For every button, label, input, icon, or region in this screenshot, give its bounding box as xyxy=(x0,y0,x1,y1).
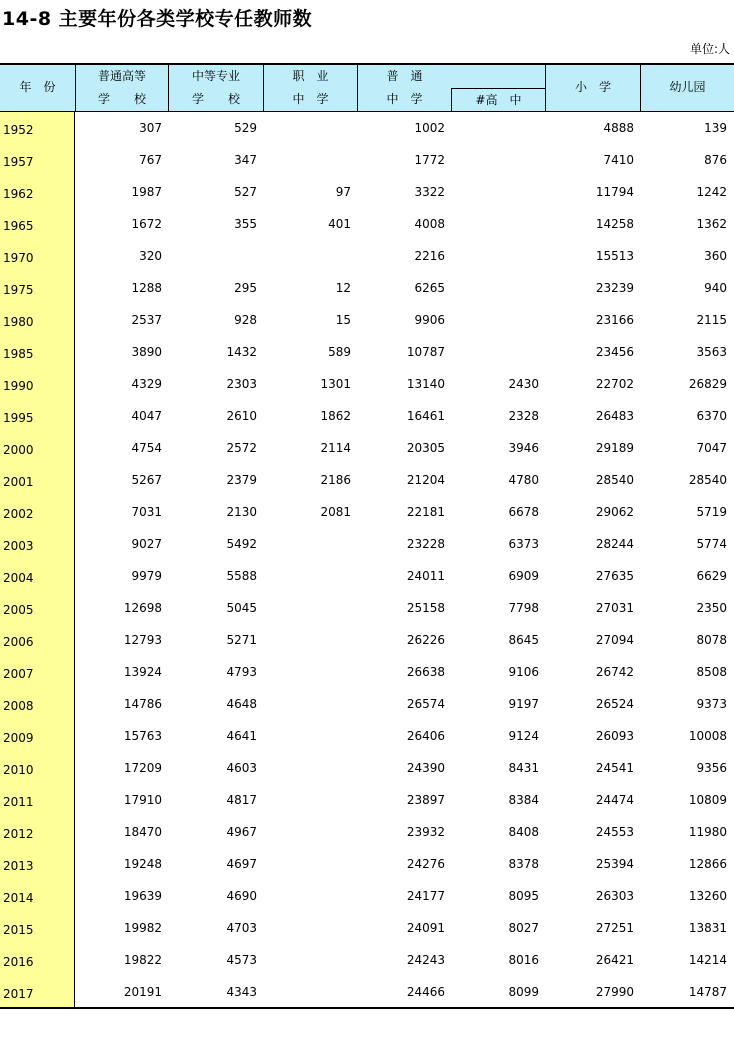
secondary-specialized-cell: 5045 xyxy=(226,601,257,615)
year-cell: 2002 xyxy=(3,507,34,521)
general-secondary-cell: 23228 xyxy=(406,537,445,551)
higher-edu-cell: 767 xyxy=(139,153,162,167)
table-row xyxy=(0,464,734,496)
vocational-cell: 15 xyxy=(335,313,351,327)
general-secondary-cell: 24091 xyxy=(406,921,445,935)
primary-cell: 28540 xyxy=(595,473,634,487)
vocational-cell: 401 xyxy=(328,217,351,231)
year-cell: 2016 xyxy=(3,955,34,969)
vocational-cell xyxy=(267,976,351,1008)
table-row xyxy=(0,848,734,880)
kindergarten-cell: 2115 xyxy=(696,313,727,327)
secondary-specialized-cell: 2572 xyxy=(226,441,257,455)
table-row xyxy=(0,784,734,816)
higher-edu-cell: 3890 xyxy=(131,345,162,359)
year-cell: 2014 xyxy=(3,891,34,905)
kindergarten-cell: 13260 xyxy=(688,889,727,903)
general-secondary-cell: 23932 xyxy=(406,825,445,839)
vocational-cell xyxy=(267,912,351,944)
higher-edu-cell: 20191 xyxy=(123,985,162,999)
vocational-cell xyxy=(267,144,351,176)
primary-cell: 24474 xyxy=(595,793,634,807)
secondary-specialized-cell: 2303 xyxy=(226,377,257,391)
primary-cell: 27094 xyxy=(595,633,634,647)
general-secondary-cell: 16461 xyxy=(406,409,445,423)
table-row xyxy=(0,432,734,464)
senior-high-cell xyxy=(455,208,539,240)
secondary-specialized-cell: 4573 xyxy=(226,953,257,967)
primary-cell: 4888 xyxy=(603,121,634,135)
higher-edu-cell: 19248 xyxy=(123,857,162,871)
year-cell: 2017 xyxy=(3,987,34,1001)
secondary-specialized-cell: 4703 xyxy=(226,921,257,935)
general-secondary-cell: 24011 xyxy=(406,569,445,583)
header-col2-line1: 中等专业 xyxy=(191,69,240,83)
year-cell: 2015 xyxy=(3,923,34,937)
senior-high-cell: 8095 xyxy=(508,889,539,903)
year-cell: 2007 xyxy=(3,667,34,681)
year-cell: 1962 xyxy=(3,187,34,201)
primary-cell: 22702 xyxy=(595,377,634,391)
vocational-cell xyxy=(267,784,351,816)
year-cell: 2000 xyxy=(3,443,34,457)
vocational-cell: 97 xyxy=(335,185,351,199)
vocational-cell xyxy=(267,528,351,560)
secondary-specialized-cell: 2130 xyxy=(226,505,257,519)
general-secondary-cell: 24390 xyxy=(406,761,445,775)
senior-high-cell: 8384 xyxy=(508,793,539,807)
senior-high-cell: 4780 xyxy=(508,473,539,487)
senior-high-cell: 9124 xyxy=(508,729,539,743)
higher-edu-cell: 9979 xyxy=(131,569,162,583)
general-secondary-cell: 1772 xyxy=(414,153,445,167)
vocational-cell xyxy=(267,624,351,656)
senior-high-cell xyxy=(455,272,539,304)
senior-high-cell: 8027 xyxy=(508,921,539,935)
kindergarten-cell: 7047 xyxy=(696,441,727,455)
kindergarten-cell: 940 xyxy=(704,281,727,295)
secondary-specialized-cell: 527 xyxy=(234,185,257,199)
higher-edu-cell: 12793 xyxy=(123,633,162,647)
kindergarten-cell: 6629 xyxy=(696,569,727,583)
primary-cell: 26483 xyxy=(595,409,634,423)
year-cell: 1957 xyxy=(3,155,34,169)
kindergarten-cell: 6370 xyxy=(696,409,727,423)
senior-high-cell: 6909 xyxy=(508,569,539,583)
primary-cell: 27031 xyxy=(595,601,634,615)
secondary-specialized-cell: 2610 xyxy=(226,409,257,423)
senior-high-cell: 3946 xyxy=(508,441,539,455)
primary-cell: 24553 xyxy=(595,825,634,839)
header-col1-line1: 普通高等 xyxy=(97,69,146,83)
secondary-specialized-cell: 4793 xyxy=(226,665,257,679)
table-row xyxy=(0,336,734,368)
primary-cell: 26421 xyxy=(595,953,634,967)
primary-cell: 26524 xyxy=(595,697,634,711)
table-row xyxy=(0,176,734,208)
table-bottom-border xyxy=(0,1007,734,1009)
higher-edu-cell: 7031 xyxy=(131,505,162,519)
kindergarten-cell: 9356 xyxy=(696,761,727,775)
year-cell: 1952 xyxy=(3,123,34,137)
higher-edu-cell: 9027 xyxy=(131,537,162,551)
general-secondary-cell: 26226 xyxy=(406,633,445,647)
general-secondary-cell: 22181 xyxy=(406,505,445,519)
kindergarten-cell: 10809 xyxy=(688,793,727,807)
general-secondary-cell: 24243 xyxy=(406,953,445,967)
primary-cell: 25394 xyxy=(595,857,634,871)
year-cell: 2004 xyxy=(3,571,34,585)
higher-edu-cell: 1288 xyxy=(131,281,162,295)
primary-cell: 15513 xyxy=(595,249,634,263)
table-row xyxy=(0,880,734,912)
higher-edu-cell: 14786 xyxy=(123,697,162,711)
vocational-cell xyxy=(267,816,351,848)
secondary-specialized-cell: 295 xyxy=(234,281,257,295)
header-col5: #高 中 xyxy=(475,93,522,107)
general-secondary-cell: 10787 xyxy=(406,345,445,359)
higher-edu-cell: 4329 xyxy=(131,377,162,391)
year-cell: 2005 xyxy=(3,603,34,617)
vocational-cell: 2114 xyxy=(320,441,351,455)
header-col3-line1: 职 业 xyxy=(292,69,329,83)
higher-edu-cell: 18470 xyxy=(123,825,162,839)
table-row xyxy=(0,208,734,240)
year-cell: 2006 xyxy=(3,635,34,649)
vocational-cell: 12 xyxy=(335,281,351,295)
senior-high-cell: 9106 xyxy=(508,665,539,679)
senior-high-cell xyxy=(455,240,539,272)
higher-edu-cell: 19822 xyxy=(123,953,162,967)
general-secondary-cell: 26638 xyxy=(406,665,445,679)
year-cell: 1970 xyxy=(3,251,34,265)
secondary-specialized-cell: 4967 xyxy=(226,825,257,839)
kindergarten-cell: 28540 xyxy=(688,473,727,487)
senior-high-cell: 8099 xyxy=(508,985,539,999)
higher-edu-cell: 19639 xyxy=(123,889,162,903)
vocational-cell xyxy=(267,240,351,272)
kindergarten-cell: 3563 xyxy=(696,345,727,359)
kindergarten-cell: 8508 xyxy=(696,665,727,679)
kindergarten-cell: 360 xyxy=(704,249,727,263)
page-title: 14-8 主要年份各类学校专任教师数 xyxy=(2,8,313,30)
primary-cell: 7410 xyxy=(603,153,634,167)
kindergarten-cell: 5719 xyxy=(696,505,727,519)
kindergarten-cell: 5774 xyxy=(696,537,727,551)
table-row xyxy=(0,272,734,304)
secondary-specialized-cell: 1432 xyxy=(226,345,257,359)
primary-cell: 28244 xyxy=(595,537,634,551)
general-secondary-cell: 26406 xyxy=(406,729,445,743)
kindergarten-cell: 1242 xyxy=(696,185,727,199)
vocational-cell: 2186 xyxy=(320,473,351,487)
primary-cell: 23166 xyxy=(595,313,634,327)
kindergarten-cell: 10008 xyxy=(688,729,727,743)
vocational-cell: 1862 xyxy=(320,409,351,423)
secondary-specialized-cell: 928 xyxy=(234,313,257,327)
secondary-specialized-cell xyxy=(173,240,257,272)
header-col4-line2: 中 学 xyxy=(386,92,423,106)
vocational-cell xyxy=(267,688,351,720)
kindergarten-cell: 1362 xyxy=(696,217,727,231)
primary-cell: 23239 xyxy=(595,281,634,295)
higher-edu-cell: 4047 xyxy=(131,409,162,423)
kindergarten-cell: 2350 xyxy=(696,601,727,615)
primary-cell: 11794 xyxy=(595,185,634,199)
general-secondary-cell: 1002 xyxy=(414,121,445,135)
secondary-specialized-cell: 529 xyxy=(234,121,257,135)
year-cell: 2008 xyxy=(3,699,34,713)
general-secondary-cell: 2216 xyxy=(414,249,445,263)
higher-edu-cell: 2537 xyxy=(131,313,162,327)
senior-high-cell: 8431 xyxy=(508,761,539,775)
secondary-specialized-cell: 4690 xyxy=(226,889,257,903)
year-cell: 1965 xyxy=(3,219,34,233)
senior-high-cell: 6373 xyxy=(508,537,539,551)
senior-high-cell xyxy=(455,176,539,208)
general-secondary-cell: 6265 xyxy=(414,281,445,295)
header-col1-line2: 学 校 xyxy=(97,92,146,106)
kindergarten-cell: 26829 xyxy=(688,377,727,391)
table-row xyxy=(0,400,734,432)
kindergarten-cell: 9373 xyxy=(696,697,727,711)
year-cell: 2001 xyxy=(3,475,34,489)
kindergarten-cell: 12866 xyxy=(688,857,727,871)
general-secondary-cell: 24466 xyxy=(406,985,445,999)
table-row xyxy=(0,240,734,272)
vocational-cell xyxy=(267,720,351,752)
table-row xyxy=(0,624,734,656)
vocational-cell xyxy=(267,752,351,784)
kindergarten-cell: 14787 xyxy=(688,985,727,999)
higher-edu-cell: 307 xyxy=(139,121,162,135)
secondary-specialized-cell: 4343 xyxy=(226,985,257,999)
primary-cell: 26742 xyxy=(595,665,634,679)
vocational-cell: 2081 xyxy=(320,505,351,519)
year-cell: 1995 xyxy=(3,411,34,425)
year-cell: 2011 xyxy=(3,795,34,809)
higher-edu-cell: 15763 xyxy=(123,729,162,743)
general-secondary-cell: 20305 xyxy=(406,441,445,455)
higher-edu-cell: 13924 xyxy=(123,665,162,679)
table-row xyxy=(0,944,734,976)
kindergarten-cell: 13831 xyxy=(688,921,727,935)
vocational-cell xyxy=(267,592,351,624)
higher-edu-cell: 19982 xyxy=(123,921,162,935)
header-divider xyxy=(451,88,545,89)
header-year: 年 份 xyxy=(19,80,56,94)
senior-high-cell: 7798 xyxy=(508,601,539,615)
secondary-specialized-cell: 5492 xyxy=(226,537,257,551)
table-row xyxy=(0,112,734,144)
general-secondary-cell: 24177 xyxy=(406,889,445,903)
vocational-cell xyxy=(267,944,351,976)
header-col4-line1: 普 通 xyxy=(386,69,423,83)
secondary-specialized-cell: 5271 xyxy=(226,633,257,647)
senior-high-cell: 9197 xyxy=(508,697,539,711)
kindergarten-cell: 139 xyxy=(704,121,727,135)
secondary-specialized-cell: 347 xyxy=(234,153,257,167)
primary-cell: 14258 xyxy=(595,217,634,231)
secondary-specialized-cell: 355 xyxy=(234,217,257,231)
table-row xyxy=(0,720,734,752)
kindergarten-cell: 11980 xyxy=(688,825,727,839)
header-col3-line2: 中 学 xyxy=(292,92,329,106)
secondary-specialized-cell: 4817 xyxy=(226,793,257,807)
general-secondary-cell: 9906 xyxy=(414,313,445,327)
senior-high-cell: 6678 xyxy=(508,505,539,519)
year-cell: 1975 xyxy=(3,283,34,297)
primary-cell: 29189 xyxy=(595,441,634,455)
table-row xyxy=(0,368,734,400)
primary-cell: 23456 xyxy=(595,345,634,359)
primary-cell: 27990 xyxy=(595,985,634,999)
general-secondary-cell: 4008 xyxy=(414,217,445,231)
general-secondary-cell: 21204 xyxy=(406,473,445,487)
general-secondary-cell: 25158 xyxy=(406,601,445,615)
primary-cell: 29062 xyxy=(595,505,634,519)
header-col6: 小 学 xyxy=(574,80,611,94)
higher-edu-cell: 5267 xyxy=(131,473,162,487)
table-row xyxy=(0,144,734,176)
senior-high-cell: 2328 xyxy=(508,409,539,423)
higher-edu-cell: 320 xyxy=(139,249,162,263)
year-cell: 2009 xyxy=(3,731,34,745)
secondary-specialized-cell: 4648 xyxy=(226,697,257,711)
year-cell: 2013 xyxy=(3,859,34,873)
header-col2-line2: 学 校 xyxy=(191,92,240,106)
year-cell: 2010 xyxy=(3,763,34,777)
year-cell: 1990 xyxy=(3,379,34,393)
kindergarten-cell: 8078 xyxy=(696,633,727,647)
higher-edu-cell: 4754 xyxy=(131,441,162,455)
senior-high-cell: 2430 xyxy=(508,377,539,391)
vocational-cell xyxy=(267,656,351,688)
general-secondary-cell: 13140 xyxy=(406,377,445,391)
year-cell: 1980 xyxy=(3,315,34,329)
general-secondary-cell: 24276 xyxy=(406,857,445,871)
higher-edu-cell: 17910 xyxy=(123,793,162,807)
table-row xyxy=(0,976,734,1008)
senior-high-cell xyxy=(455,144,539,176)
secondary-specialized-cell: 4641 xyxy=(226,729,257,743)
table-row xyxy=(0,304,734,336)
primary-cell: 27251 xyxy=(595,921,634,935)
general-secondary-cell: 23897 xyxy=(406,793,445,807)
primary-cell: 24541 xyxy=(595,761,634,775)
general-secondary-cell: 3322 xyxy=(414,185,445,199)
table-row xyxy=(0,528,734,560)
vocational-cell xyxy=(267,880,351,912)
year-cell: 1985 xyxy=(3,347,34,361)
vocational-cell xyxy=(267,560,351,592)
table-row xyxy=(0,560,734,592)
table-row xyxy=(0,912,734,944)
kindergarten-cell: 876 xyxy=(704,153,727,167)
vocational-cell xyxy=(267,112,351,144)
senior-high-cell: 8645 xyxy=(508,633,539,647)
senior-high-cell: 8408 xyxy=(508,825,539,839)
table-header xyxy=(0,63,734,112)
table-row xyxy=(0,592,734,624)
year-cell: 2003 xyxy=(3,539,34,553)
senior-high-cell: 8016 xyxy=(508,953,539,967)
general-secondary-cell: 26574 xyxy=(406,697,445,711)
higher-edu-cell: 12698 xyxy=(123,601,162,615)
higher-edu-cell: 1672 xyxy=(131,217,162,231)
vocational-cell: 1301 xyxy=(320,377,351,391)
secondary-specialized-cell: 4603 xyxy=(226,761,257,775)
vocational-cell: 589 xyxy=(328,345,351,359)
primary-cell: 26303 xyxy=(595,889,634,903)
table-row xyxy=(0,656,734,688)
header-col7: 幼儿园 xyxy=(669,80,706,94)
higher-edu-cell: 17209 xyxy=(123,761,162,775)
senior-high-cell: 8378 xyxy=(508,857,539,871)
secondary-specialized-cell: 5588 xyxy=(226,569,257,583)
senior-high-cell xyxy=(455,336,539,368)
senior-high-cell xyxy=(455,112,539,144)
vocational-cell xyxy=(267,848,351,880)
primary-cell: 27635 xyxy=(595,569,634,583)
kindergarten-cell: 14214 xyxy=(688,953,727,967)
secondary-specialized-cell: 2379 xyxy=(226,473,257,487)
higher-edu-cell: 1987 xyxy=(131,185,162,199)
secondary-specialized-cell: 4697 xyxy=(226,857,257,871)
primary-cell: 26093 xyxy=(595,729,634,743)
unit-label: 单位:人 xyxy=(689,42,730,56)
table-row xyxy=(0,496,734,528)
table-row xyxy=(0,816,734,848)
senior-high-cell xyxy=(455,304,539,336)
year-cell: 2012 xyxy=(3,827,34,841)
table-row xyxy=(0,752,734,784)
table-row xyxy=(0,688,734,720)
